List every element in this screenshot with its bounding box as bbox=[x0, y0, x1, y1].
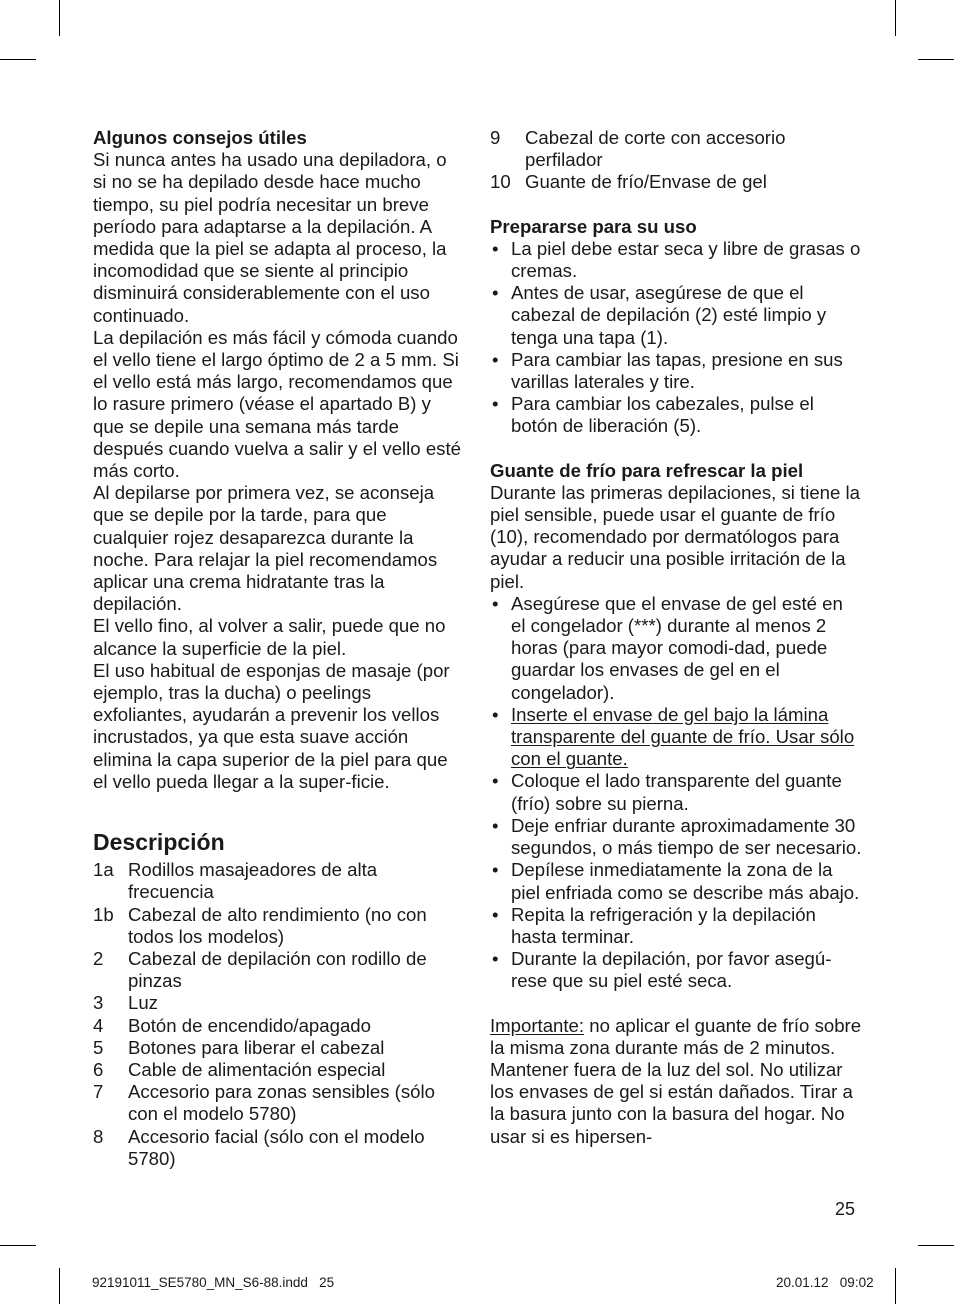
list-item bbox=[490, 349, 862, 393]
glove-intro: Durante las primeras depilaciones, si tiene la piel sensible, puede usar el guante de frío (10), recomendado por dermatólogos para ayudar a reducir una posible irritación de la piel. bbox=[490, 481, 860, 592]
tips-paragraph: Si nunca antes ha usado una depiladora, o si no se ha depilado desde hace mucho tiempo, su piel podría necesitar un breve período para adaptarse a la depilación. A medida que la piel se adapta al proceso, la incomodidad que se siente al principio disminuirá considerablemente con el uso continuado. bbox=[93, 149, 447, 326]
item-number: 1b bbox=[93, 903, 114, 925]
bullet-icon: • bbox=[492, 903, 499, 925]
prepare-list bbox=[490, 238, 862, 438]
crop-mark-bottom-left-v bbox=[59, 1268, 60, 1304]
item-text: La piel debe estar seca y libre de grasas o cremas. bbox=[511, 237, 861, 282]
important-note bbox=[490, 1015, 862, 1148]
list-item bbox=[93, 992, 465, 1014]
item-text: Accesorio para zonas sensibles (sólo con el modelo 5780) bbox=[128, 1081, 435, 1125]
item-text: Luz bbox=[128, 992, 158, 1014]
item-number: 2 bbox=[93, 947, 104, 969]
tips-paragraph: El uso habitual de esponjas de masaje (por ejemplo, tras la ducha) o peelings exfoliantes, ayudarán a prevenir los vellos incrustados, ya que esta suave acción elimina la capa superior de la piel para que el vello pueda llegar a la super-ficie. bbox=[93, 659, 450, 792]
right-column bbox=[490, 127, 862, 1148]
description-heading: Descripción bbox=[93, 829, 225, 856]
footer-file: 92191011_SE5780_MN_S6-88.indd 25 bbox=[92, 1275, 335, 1290]
crop-mark-top-left-h bbox=[0, 59, 36, 60]
list-item bbox=[490, 238, 862, 282]
item-text: Coloque el lado transparente del guante (frío) sobre su pierna. bbox=[511, 770, 842, 814]
bullet-icon: • bbox=[492, 393, 499, 415]
bullet-icon: • bbox=[492, 703, 499, 725]
list-item bbox=[93, 1037, 465, 1059]
item-number: 9 bbox=[490, 127, 501, 148]
list-item bbox=[93, 1059, 465, 1081]
item-number: 7 bbox=[93, 1081, 104, 1103]
list-item bbox=[490, 282, 862, 349]
list-item bbox=[490, 393, 862, 437]
crop-mark-bottom-right-v bbox=[895, 1268, 896, 1304]
description-list-continued bbox=[490, 127, 862, 194]
list-item bbox=[93, 1126, 465, 1170]
bullet-icon: • bbox=[492, 859, 499, 881]
bullet-icon: • bbox=[492, 282, 499, 304]
item-text: Asegúrese que el envase de gel esté en el congelador (***) durante al menos 2 horas (para mayor comodi-dad, puede guardar los envases de gel en el congelador). bbox=[511, 592, 843, 703]
item-text: Cabezal de depilación con rodillo de pinzas bbox=[128, 947, 427, 992]
item-text: Repita la refrigeración y la depilación hasta terminar. bbox=[511, 903, 816, 947]
prepare-heading: Prepararse para su uso bbox=[490, 215, 697, 237]
bullet-icon: • bbox=[492, 770, 499, 792]
spacer bbox=[490, 438, 862, 460]
list-item bbox=[490, 815, 862, 859]
spacer bbox=[490, 194, 862, 216]
crop-mark-bottom-left-h bbox=[0, 1245, 36, 1246]
list-item bbox=[490, 948, 862, 992]
page-number: 25 bbox=[835, 1199, 856, 1219]
footer-datetime: 20.01.12 09:02 bbox=[776, 1275, 874, 1290]
glove-heading: Guante de frío para refrescar la piel bbox=[490, 459, 804, 481]
list-item bbox=[93, 1015, 465, 1037]
tips-paragraph: Al depilarse por primera vez, se aconseja que se depile por la tarde, para que cualquier rojez desaparezca durante la noche. Para relajar la piel recomendamos aplicar una crema hidratante tras la depilación. bbox=[93, 482, 438, 615]
list-item bbox=[490, 127, 862, 171]
glove-list bbox=[490, 593, 862, 993]
crop-mark-top-left-v bbox=[59, 0, 60, 36]
bullet-icon: • bbox=[492, 237, 499, 259]
item-text: Guante de frío/Envase de gel bbox=[525, 171, 767, 193]
important-label: Importante: bbox=[490, 1014, 585, 1036]
tips-paragraph: La depilación es más fácil y cómoda cuando el vello tiene el largo óptimo de 2 a 5 mm. Si el vello está más largo, recomendamos que lo rasure primero (véase el apartado B) y que se depile una semana más tarde después cuando vuelva a salir y el vello esté más corto. bbox=[93, 326, 461, 482]
item-text: Botones para liberar el cabezal bbox=[128, 1036, 385, 1058]
list-item bbox=[93, 948, 465, 992]
list-item bbox=[490, 171, 862, 193]
item-number: 1a bbox=[93, 859, 114, 881]
bullet-icon: • bbox=[492, 348, 499, 370]
crop-mark-top-right-v bbox=[895, 0, 896, 36]
item-text: Rodillos masajeadores de alta frecuencia bbox=[128, 859, 378, 903]
item-number: 3 bbox=[93, 992, 104, 1014]
item-text: Para cambiar los cabezales, pulse el botón de liberación (5). bbox=[511, 393, 814, 437]
bullet-icon: • bbox=[492, 814, 499, 836]
list-item bbox=[490, 859, 862, 903]
tips-heading: Algunos consejos útiles bbox=[93, 127, 307, 148]
item-number: 6 bbox=[93, 1058, 104, 1080]
item-text: Botón de encendido/apagado bbox=[128, 1014, 371, 1036]
item-number: 4 bbox=[93, 1014, 104, 1036]
important-text: no aplicar el guante de frío sobre la misma zona durante más de 2 minutos. Mantener fuera de la luz del sol. No utilizar los envases de gel si están dañados. Tirar a la basura junto con la basura del hogar. No usar si es hipersen- bbox=[490, 1014, 862, 1147]
item-text: Cabezal de corte con accesorio perfilador bbox=[525, 127, 786, 171]
crop-mark-top-right-h bbox=[918, 59, 954, 60]
list-item bbox=[490, 593, 862, 704]
bullet-icon: • bbox=[492, 948, 499, 970]
tips-paragraph: El vello fino, al volver a salir, puede que no alcance la superficie de la piel. bbox=[93, 615, 446, 659]
item-number: 5 bbox=[93, 1036, 104, 1058]
list-item bbox=[490, 704, 862, 771]
item-text: Accesorio facial (sólo con el modelo 5780) bbox=[128, 1125, 425, 1169]
left-column bbox=[93, 127, 465, 1170]
description-list bbox=[93, 859, 465, 1170]
item-text: Para cambiar las tapas, presione en sus varillas laterales y tire. bbox=[511, 348, 843, 393]
item-text: Deje enfriar durante aproximadamente 30 segundos, o más tiempo de ser necesario. bbox=[511, 814, 862, 859]
item-text: Depílese inmediatamente la zona de la piel enfriada como se describe más abajo. bbox=[511, 859, 860, 903]
list-item bbox=[490, 770, 862, 814]
item-text: Antes de usar, asegúrese de que el cabezal de depilación (2) esté limpio y tenga una tapa (1). bbox=[511, 282, 827, 348]
item-text: Cable de alimentación especial bbox=[128, 1058, 386, 1080]
item-text: Cabezal de alto rendimiento (no con todos los modelos) bbox=[128, 903, 427, 947]
list-item bbox=[93, 904, 465, 948]
item-number: 10 bbox=[490, 171, 511, 193]
spacer bbox=[490, 993, 862, 1015]
crop-mark-bottom-right-h bbox=[918, 1245, 954, 1246]
bullet-icon: • bbox=[492, 592, 499, 614]
item-text: Durante la depilación, por favor asegú-rese que su piel esté seca. bbox=[511, 948, 832, 992]
item-number: 8 bbox=[93, 1125, 104, 1147]
list-item bbox=[93, 859, 465, 903]
list-item bbox=[490, 904, 862, 948]
list-item bbox=[93, 1081, 465, 1125]
item-text-underlined: Inserte el envase de gel bajo la lámina transparente del guante de frío. Usar sólo con el guante. bbox=[511, 703, 855, 770]
